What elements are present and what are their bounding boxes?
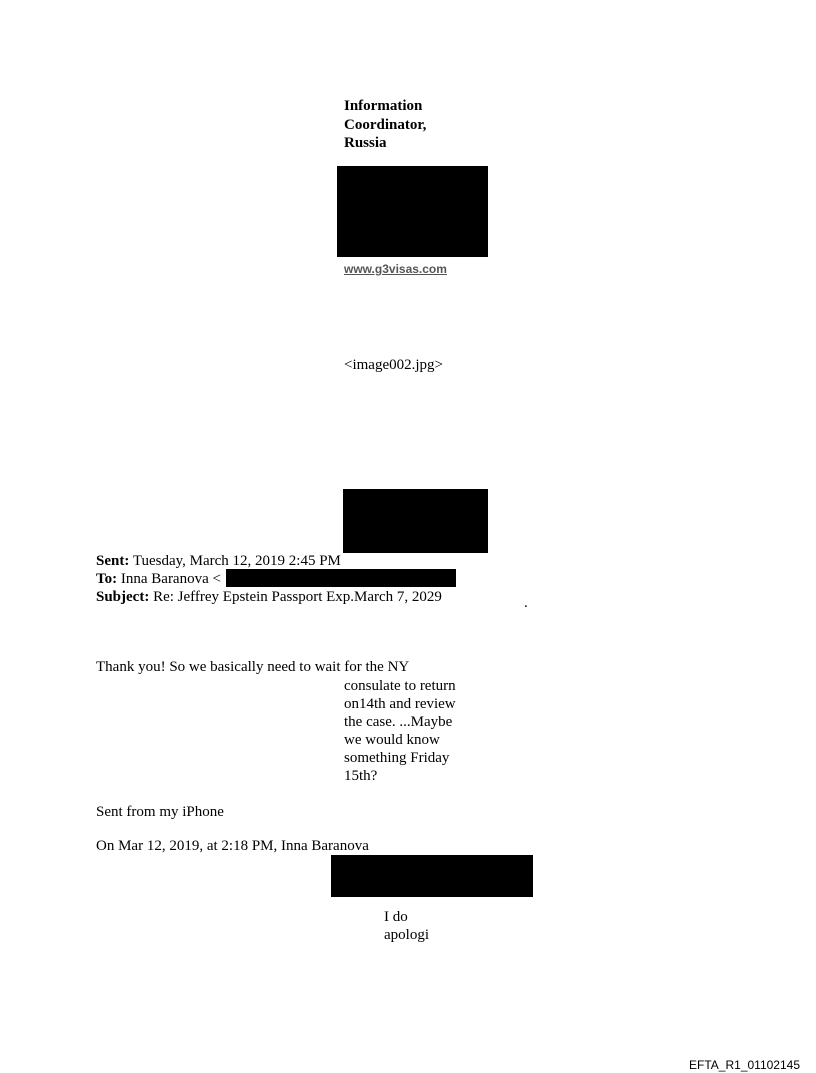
- header-sent-value: Tuesday, March 12, 2019 2:45 PM: [132, 553, 341, 569]
- signature-title-line: Information: [344, 98, 423, 114]
- redaction-block-logo: [343, 489, 488, 553]
- sent-from-line: Sent from my iPhone: [96, 804, 224, 820]
- document-id: EFTA_R1_01102145: [689, 1058, 800, 1072]
- apology-line: apologi: [384, 927, 429, 943]
- body-first-line: Thank you! So we basically need to wait for the NY: [96, 659, 410, 675]
- redaction-block-quote: [331, 855, 533, 897]
- body-line: we would know: [344, 732, 440, 748]
- header-to-label: To:: [96, 571, 118, 587]
- header-to: [96, 570, 221, 588]
- redaction-block-email: [226, 569, 456, 587]
- body-line: on14th and review: [344, 696, 456, 712]
- header-subject-value: Re: Jeffrey Epstein Passport Exp.March 7, 2029: [153, 589, 442, 605]
- header-sent: [96, 552, 341, 570]
- apology-line: I do: [384, 909, 408, 925]
- signature-title-line: Coordinator,: [344, 116, 427, 133]
- header-sent-label: Sent:: [96, 553, 130, 569]
- body-line: something Friday: [344, 750, 450, 766]
- body-wrapped-text: [344, 677, 474, 785]
- body-line: 15th?: [344, 768, 378, 784]
- signature-title-line: Russia: [344, 135, 387, 151]
- body-line: consulate to return: [344, 678, 456, 694]
- header-subject-label: Subject:: [96, 589, 150, 605]
- website-link[interactable]: www.g3visas.com: [344, 262, 447, 276]
- redaction-block-signature: [337, 166, 488, 257]
- body-line: the case. ...Maybe: [344, 714, 453, 730]
- signature-title: [344, 97, 464, 153]
- header-subject: [96, 588, 442, 606]
- quote-intro-line: On Mar 12, 2019, at 2:18 PM, Inna Baranova: [96, 838, 369, 854]
- header-to-value: Inna Baranova <: [120, 571, 221, 587]
- stray-mark: .: [524, 595, 528, 611]
- image-attachment-ref: <image002.jpg>: [344, 357, 443, 373]
- quoted-apology: [384, 908, 444, 944]
